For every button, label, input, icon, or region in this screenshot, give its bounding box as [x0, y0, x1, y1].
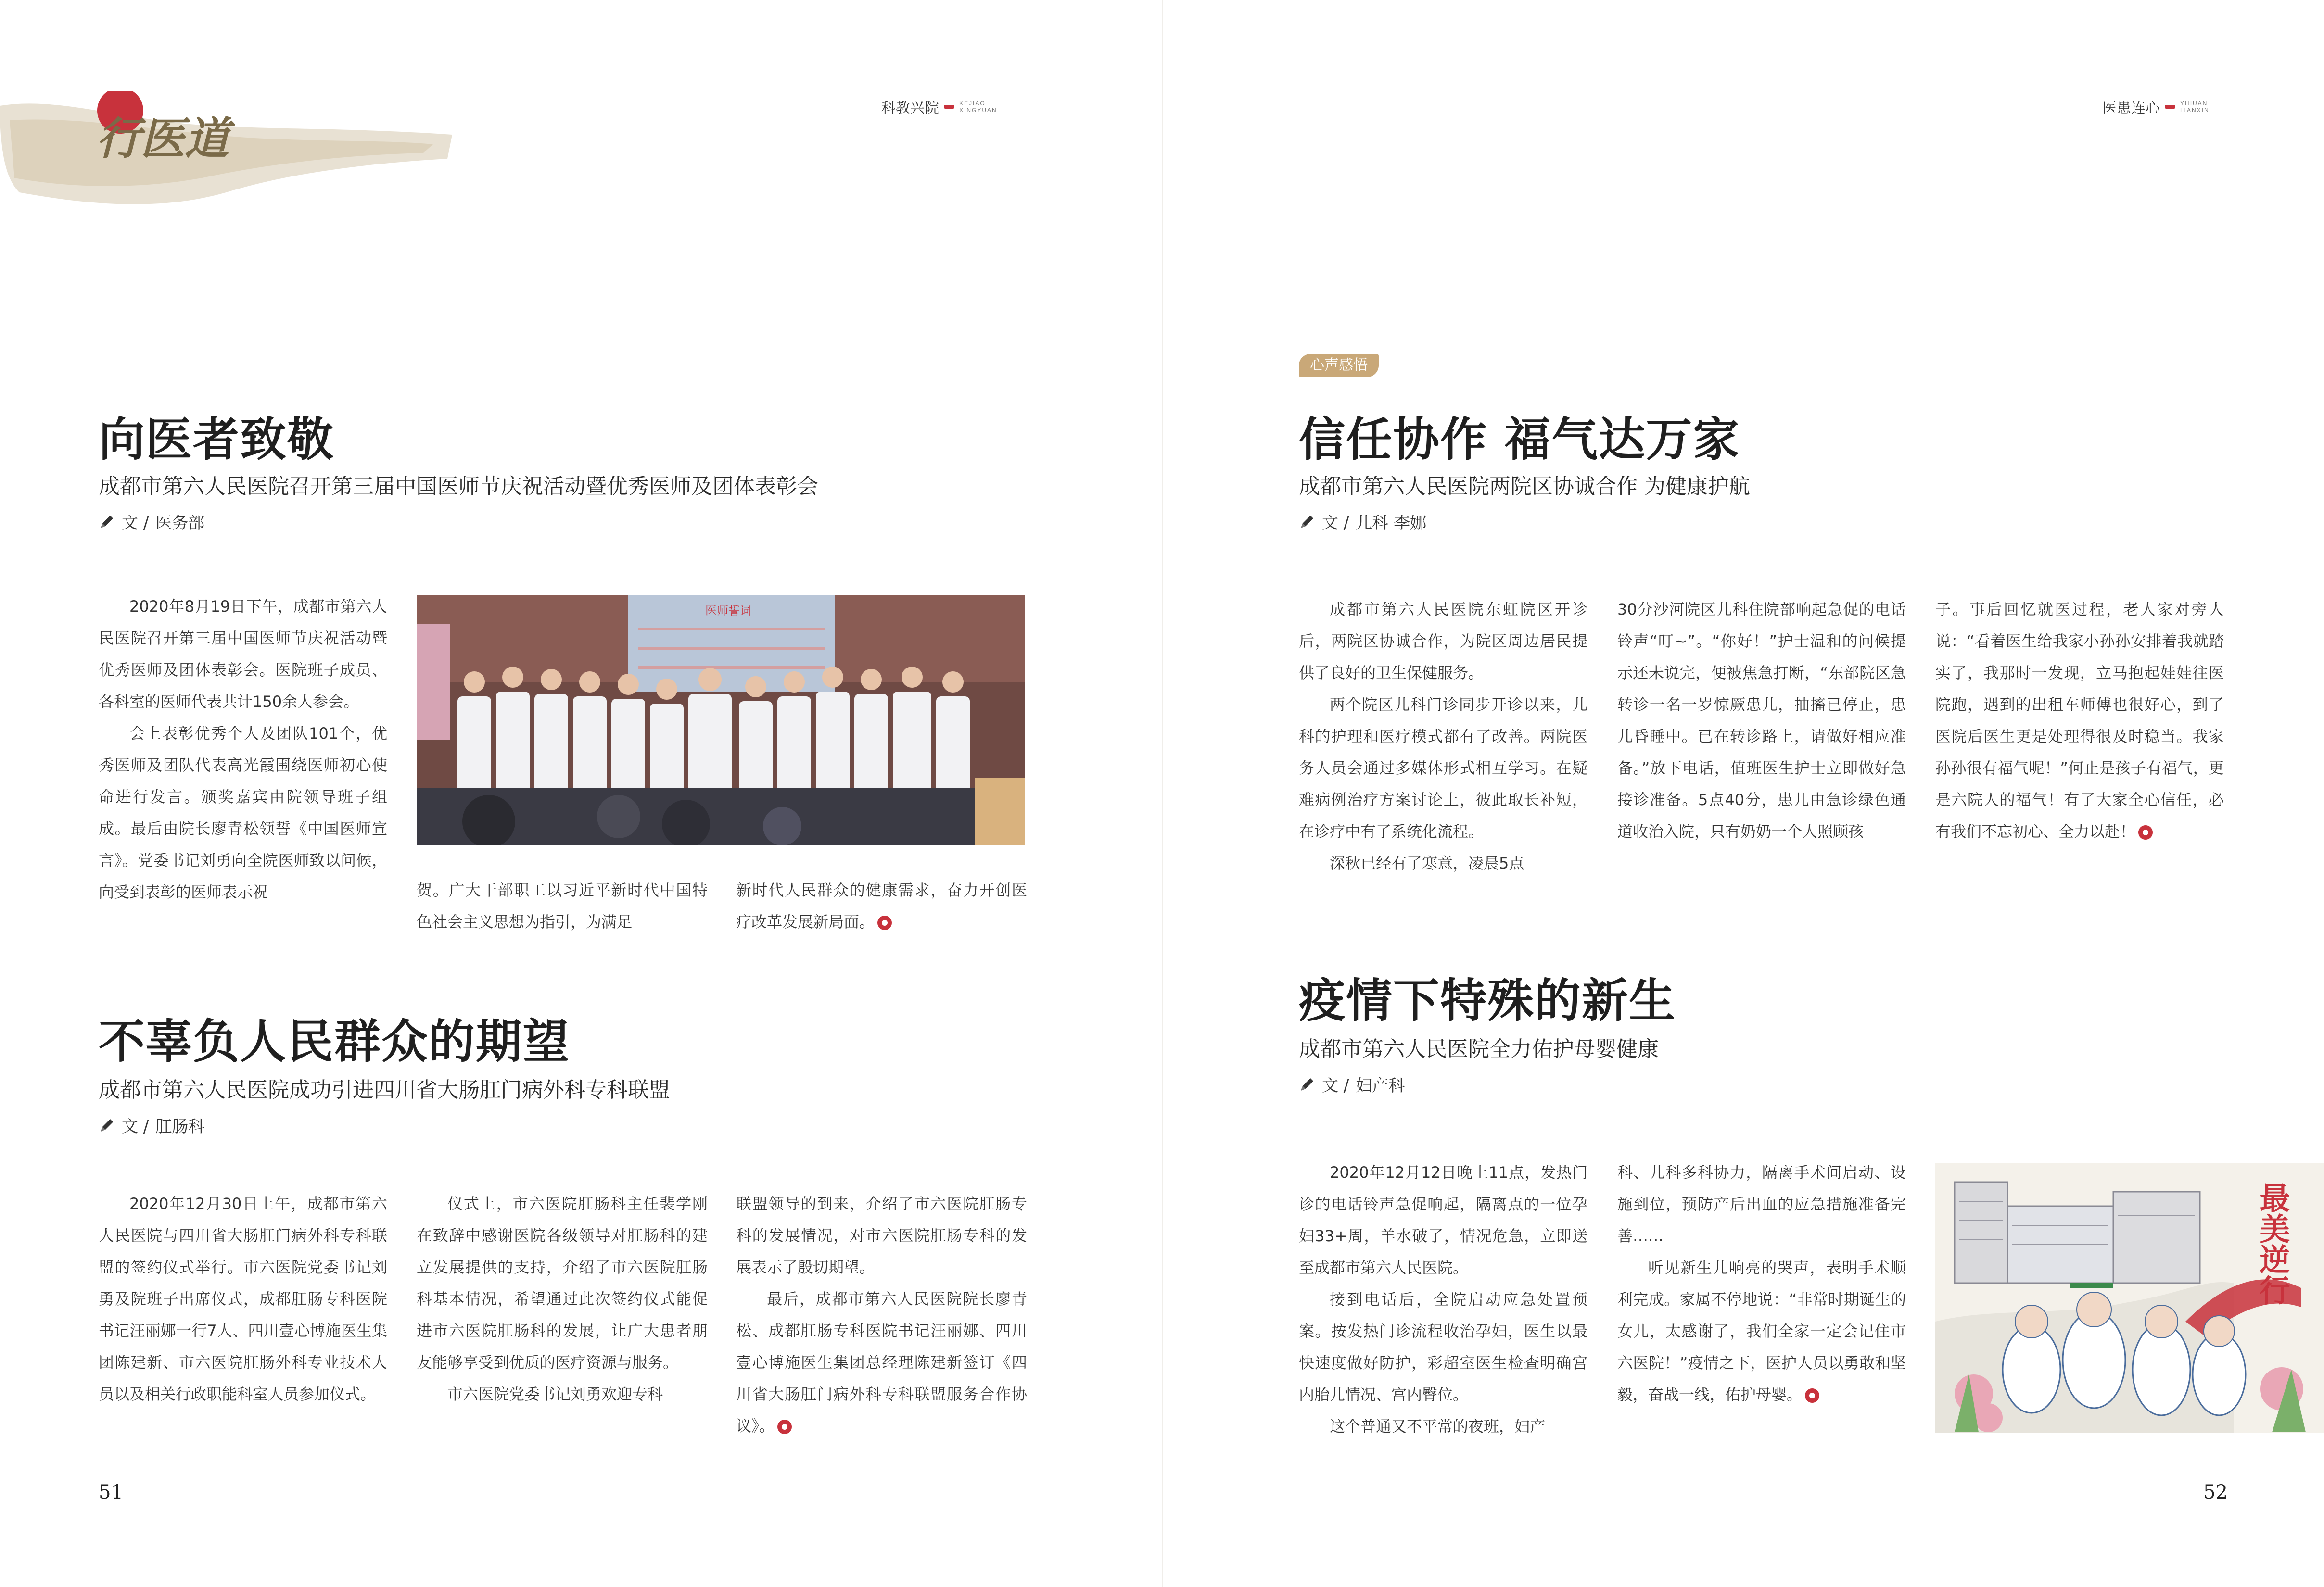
byline-author: 儿科 李娜 — [1356, 514, 1427, 533]
article1-byline: 文 / 医务部 — [99, 510, 204, 533]
category-tag: 心声感悟 — [1299, 354, 1379, 377]
article3-column-1: 成都市第六人民医院东虹院区开诊后，两院区协诚合作，为院区周边居民提供了良好的卫生保健服务。 两个院区儿科门诊同步开诊以来，儿科的护理和医疗模式都有了改善。两院医务人员会通过多媒体形式相互学习。在疑难病例治疗方案讨论上，彼此取长补短，在诊疗中有了系统化流程。 深秋已经有了寒意，凌晨5点 — [1299, 600, 1587, 872]
page-gutter — [1162, 0, 1163, 1587]
section-dot — [944, 105, 954, 109]
section-dot — [2165, 105, 2175, 109]
article2-subtitle: 成都市第六人民医院成功引进四川省大肠肛门病外科专科联盟 — [99, 1078, 670, 1102]
article3-subtitle: 成都市第六人民医院两院区协诚合作 为健康护航 — [1299, 474, 1750, 499]
article3-column-2: 30分沙河院区儿科住院部响起急促的电话铃声“叮~”。“你好！”护士温和的问候提示还未说完，便被焦急打断，“东部院区急转诊一名一岁惊厥患儿，抽搐已停止，患儿昏睡中。已在转诊路上，请做好相应准备。”放下电话，值班医生护士立即做好急接诊准备。5点40分，患儿由急诊绿色通道收治入院，只有奶奶一个人照顾孩 — [1617, 600, 1906, 841]
article2-column-1: 2020年12月30日上午，成都市第六人民医院与四川省大肠肛门病外科专科联盟的签约仪式举行。市六医院党委书记刘勇及院班子出席仪式，成都肛肠专科医院书记汪丽娜一行7人、四川壹心博施医生集团陈建新、市六医院肛肠外科专业技术人员以及相关行政职能科室人员参加仪式。 — [99, 1195, 387, 1403]
article1-title: 向医者致敬 — [99, 412, 334, 466]
section-name: 医患连心 — [2102, 100, 2160, 117]
page-number-right: 52 — [2203, 1481, 2228, 1503]
byline-author: 妇产科 — [1356, 1076, 1405, 1096]
article1-subtitle: 成都市第六人民医院召开第三届中国医师节庆祝活动暨优秀医师及团体表彰会 — [99, 474, 818, 499]
article4-byline: 文 / 妇产科 — [1299, 1072, 1405, 1096]
article1-column-1: 2020年8月19日下午，成都市第六人民医院召开第三届中国医师节庆祝活动暨优秀医师及团体表彰会。医院班子成员、各科室的医师代表共计150余人参会。 会上表彰优秀个人及团队101个，优秀医师及团队代表高光霞围绕医师初心使命进行发言。颁奖嘉宾由院领导班子组成。最后由院长廖青松领誓《中国医师宣言》。党委书记刘勇向全院医师致以问候，向受到表彰的医师表示祝 — [99, 597, 387, 901]
drawing-text: 最美逆行 — [2254, 1182, 2290, 1305]
byline-author: 医务部 — [155, 514, 205, 533]
article2-byline: 文 / 肛肠科 — [99, 1113, 204, 1137]
pen-icon — [99, 1117, 115, 1134]
section-pinyin: YIHUAN LIANXIN — [2180, 100, 2210, 113]
article1-column-2: 贺。广大干部职工以习近平新时代中国特色社会主义思想为指引，为满足 — [417, 881, 708, 931]
photo-banner: 医师誓词 — [705, 604, 751, 617]
section-name: 科教兴院 — [881, 100, 939, 117]
article3-title: 信任协作 福气达万家 — [1299, 412, 1740, 466]
article2-title: 不辜负人民群众的期望 — [99, 1014, 570, 1069]
section-header-left — [881, 96, 997, 117]
article1-column-3: 新时代人民群众的健康需求，奋力开创医疗改革发展新局面。 — [736, 881, 1027, 931]
end-mark-icon — [777, 1420, 792, 1434]
pen-icon — [99, 514, 115, 530]
end-mark-icon — [877, 916, 892, 930]
article2-column-3: 联盟领导的到来，介绍了市六医院肛肠专科的发展情况，对市六医院肛肠专科的发展表示了殷切期望。 最后，成都市第六人民医院院长廖青松、成都肛肠专科医院书记汪丽娜、四川壹心博施医生集团总经理陈建新签订《四川省大肠肛门病外科专科联盟服务合作协议》。 — [736, 1195, 1027, 1435]
article3-column-3: 子。事后回忆就医过程，老人家对旁人说：“看着医生给我家小孙孙安排着我就踏实了，我那时一发现，立马抱起娃娃往医院跑，遇到的出租车师傅也很好心，到了医院后医生更是处理得很及时稳当。我家孙孙很有福气呢！”何止是孩子有福气，更是六院人的福气！有了大家全心信任，必有我们不忘初心、全力以赴！ — [1935, 600, 2224, 841]
article2-column-2: 仪式上，市六医院肛肠科主任裴学刚在致辞中感谢医院各级领导对肛肠科的建立发展提供的支持，介绍了市六医院肛肠科基本情况，希望通过此次签约仪式能促进市六医院肛肠科的发展，让广大患者朋友能够享受到优质的医疗资源与服务。 市六医院党委书记刘勇欢迎专科 — [417, 1195, 708, 1403]
end-mark-icon — [1805, 1388, 1819, 1403]
article4-column-2: 科、儿科多科协力，隔离手术间启动、设施到位，预防产后出血的应急措施准备完善…… 听见新生儿响亮的哭声，表明手术顺利完成。家属不停地说：“非常时期诞生的女儿，太感谢了，我们全家一定会记住市六医院！”疫情之下，医护人员以勇敢和坚毅，奋战一线，佑护母婴。 — [1617, 1163, 1906, 1404]
hand-drawing-illustration — [1935, 1163, 2324, 1433]
pen-icon — [1299, 1076, 1315, 1093]
pen-icon — [1299, 514, 1315, 530]
byline-author: 肛肠科 — [155, 1117, 205, 1136]
end-mark-icon — [2138, 825, 2153, 840]
article3-byline: 文 / 儿科 李娜 — [1299, 510, 1426, 533]
section-pinyin: KEJIAO XINGYUAN — [959, 100, 997, 113]
article4-column-1: 2020年12月12日晚上11点，发热门诊的电话铃声急促响起，隔离点的一位孕妇33+周，羊水破了，情况危急，立即送至成都市第六人民医院。 接到电话后，全院启动应急处置预案。按发热门诊流程收治孕妇，医生以最快速度做好防护，彩超室医生检查明确宫内胎儿情况、宫内臀位。 这个普通又不平常的夜班，妇产 — [1299, 1163, 1587, 1436]
brush-logo — [0, 91, 452, 212]
logo-text: 行医道 — [96, 113, 229, 164]
article4-subtitle: 成都市第六人民医院全力佑护母婴健康 — [1299, 1037, 1659, 1061]
ceremony-photo — [417, 595, 1025, 845]
section-header-right — [2102, 96, 2210, 117]
page-number-left: 51 — [99, 1481, 123, 1503]
article4-title: 疫情下特殊的新生 — [1299, 973, 1676, 1028]
